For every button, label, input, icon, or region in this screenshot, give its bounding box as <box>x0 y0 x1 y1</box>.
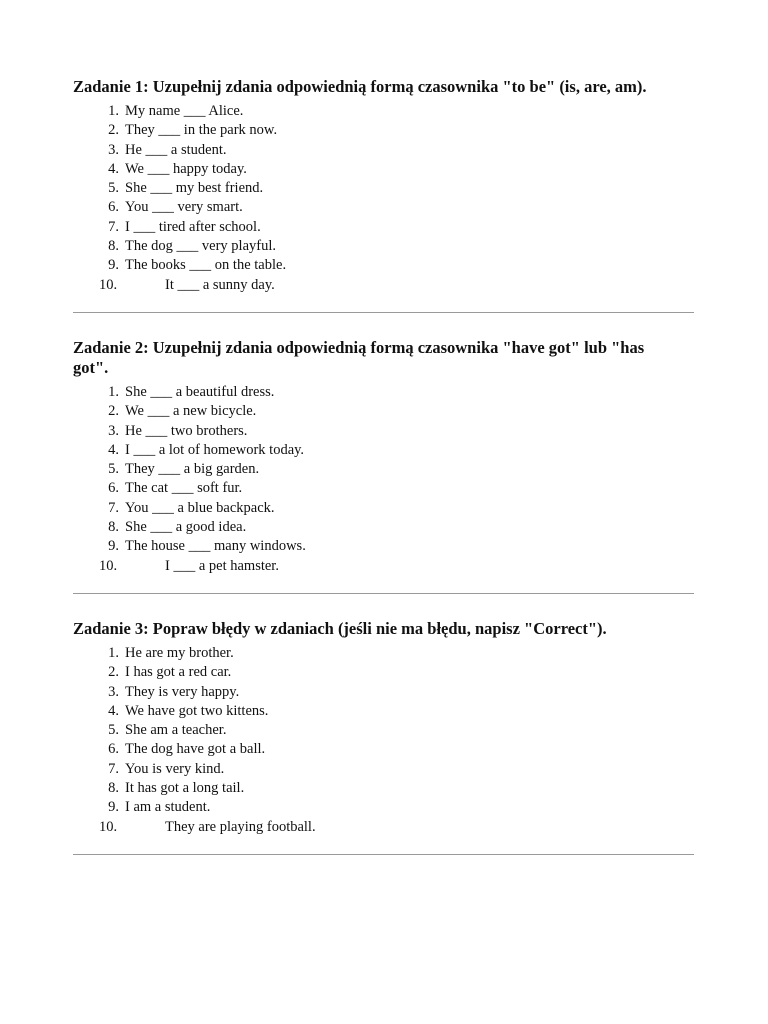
item-text: We ___ happy today. <box>125 160 247 177</box>
item-number: 2. <box>108 664 119 681</box>
list-item <box>99 102 695 121</box>
item-number: 9. <box>108 538 119 555</box>
item-number: 6. <box>108 199 119 216</box>
item-number: 4. <box>108 160 119 177</box>
item-number: 1. <box>108 103 119 119</box>
list-item <box>99 121 695 140</box>
item-text: They ___ a big garden. <box>125 461 260 478</box>
item-number: 3. <box>108 141 119 158</box>
item-number: 2. <box>108 403 119 420</box>
list-item <box>99 702 695 721</box>
list-item <box>99 798 695 817</box>
item-number: 6. <box>108 741 119 758</box>
item-text: She ___ a beautiful dress. <box>125 383 275 400</box>
item-number: 8. <box>108 780 119 797</box>
item-text: I has got a red car. <box>125 664 232 681</box>
item-number: 4. <box>108 702 119 719</box>
list-item <box>99 518 695 537</box>
list-item <box>99 740 695 759</box>
section-divider <box>73 854 694 855</box>
item-text: You ___ very smart. <box>125 199 243 216</box>
item-number: 2. <box>108 122 119 139</box>
item-number: 6. <box>108 480 119 497</box>
item-text: You ___ a blue backpack. <box>125 499 275 516</box>
item-text: She am a teacher. <box>125 722 227 739</box>
list-item <box>99 499 695 518</box>
list-item <box>99 557 695 576</box>
item-text: He ___ a student. <box>125 141 227 158</box>
list-item <box>99 441 695 460</box>
item-text: The dog have got a ball. <box>125 741 266 758</box>
item-text: The cat ___ soft fur. <box>125 480 243 497</box>
list-item <box>99 198 695 217</box>
item-text: He are my brother. <box>125 644 234 661</box>
task-3 <box>73 619 695 837</box>
list-item <box>99 256 695 275</box>
list-item <box>99 141 695 160</box>
list-item <box>99 383 695 402</box>
list-item <box>99 760 695 779</box>
item-number: 5. <box>108 180 119 197</box>
item-text: He ___ two brothers. <box>125 422 248 439</box>
task-list <box>73 383 695 576</box>
item-text: You is very kind. <box>125 760 225 777</box>
item-text: She ___ a good idea. <box>125 519 247 536</box>
task-1 <box>73 77 695 295</box>
task-title: Zadanie 3: Popraw błędy w zdaniach (jeśli nie ma błędu, napisz "Correct"). <box>73 618 607 638</box>
item-number: 4. <box>108 441 119 458</box>
item-number: 8. <box>108 519 119 536</box>
list-item <box>99 218 695 237</box>
item-text: I ___ tired after school. <box>125 218 261 235</box>
list-item <box>99 721 695 740</box>
item-text: We ___ a new bicycle. <box>125 403 257 420</box>
item-text: I ___ a lot of homework today. <box>125 441 305 458</box>
item-text: They ___ in the park now. <box>125 122 278 139</box>
list-item <box>99 683 695 702</box>
list-item <box>99 160 695 179</box>
item-number: 1. <box>108 644 119 661</box>
item-text: I am a student. <box>125 799 211 816</box>
list-item <box>99 237 695 256</box>
section-divider <box>73 593 694 594</box>
list-item <box>99 422 695 441</box>
item-text: The dog ___ very playful. <box>125 238 277 255</box>
list-item <box>99 179 695 198</box>
list-item <box>99 818 695 837</box>
item-number: 3. <box>108 683 119 700</box>
item-number: 8. <box>108 238 119 255</box>
item-text: They are playing football. <box>165 818 316 835</box>
task-title: Zadanie 2: Uzupełnij zdania odpowiednią formą czasownika "have got" lub "has got". <box>73 337 645 377</box>
item-number: 3. <box>108 422 119 439</box>
item-text: It ___ a sunny day. <box>165 276 275 293</box>
task-list <box>73 102 695 295</box>
section-divider <box>73 312 694 313</box>
item-text: We have got two kittens. <box>125 702 269 719</box>
task-list <box>73 644 695 837</box>
item-number: 5. <box>108 461 119 478</box>
item-text: I ___ a pet hamster. <box>165 557 279 574</box>
task-title: Zadanie 1: Uzupełnij zdania odpowiednią formą czasownika "to be" (is, are, am). <box>73 77 647 96</box>
item-number: 9. <box>108 257 119 274</box>
item-number: 1. <box>108 383 119 400</box>
item-number: 5. <box>108 722 119 739</box>
list-item <box>99 479 695 498</box>
list-item <box>99 663 695 682</box>
task-2 <box>73 338 695 576</box>
item-number: 7. <box>108 499 119 516</box>
item-number: 10. <box>99 276 118 293</box>
item-text: The books ___ on the table. <box>125 257 287 274</box>
item-text: My name ___ Alice. <box>125 103 244 119</box>
list-item <box>99 460 695 479</box>
list-item <box>99 276 695 295</box>
item-number: 9. <box>108 799 119 816</box>
item-number: 7. <box>108 218 119 235</box>
item-text: It has got a long tail. <box>125 780 245 797</box>
item-number: 10. <box>99 818 118 835</box>
item-text: She ___ my best friend. <box>125 180 264 197</box>
list-item <box>99 644 695 663</box>
item-text: The house ___ many windows. <box>125 538 306 555</box>
list-item <box>99 779 695 798</box>
list-item <box>99 402 695 421</box>
item-number: 10. <box>99 557 118 574</box>
item-number: 7. <box>108 760 119 777</box>
item-text: They is very happy. <box>125 683 240 700</box>
list-item <box>99 537 695 556</box>
